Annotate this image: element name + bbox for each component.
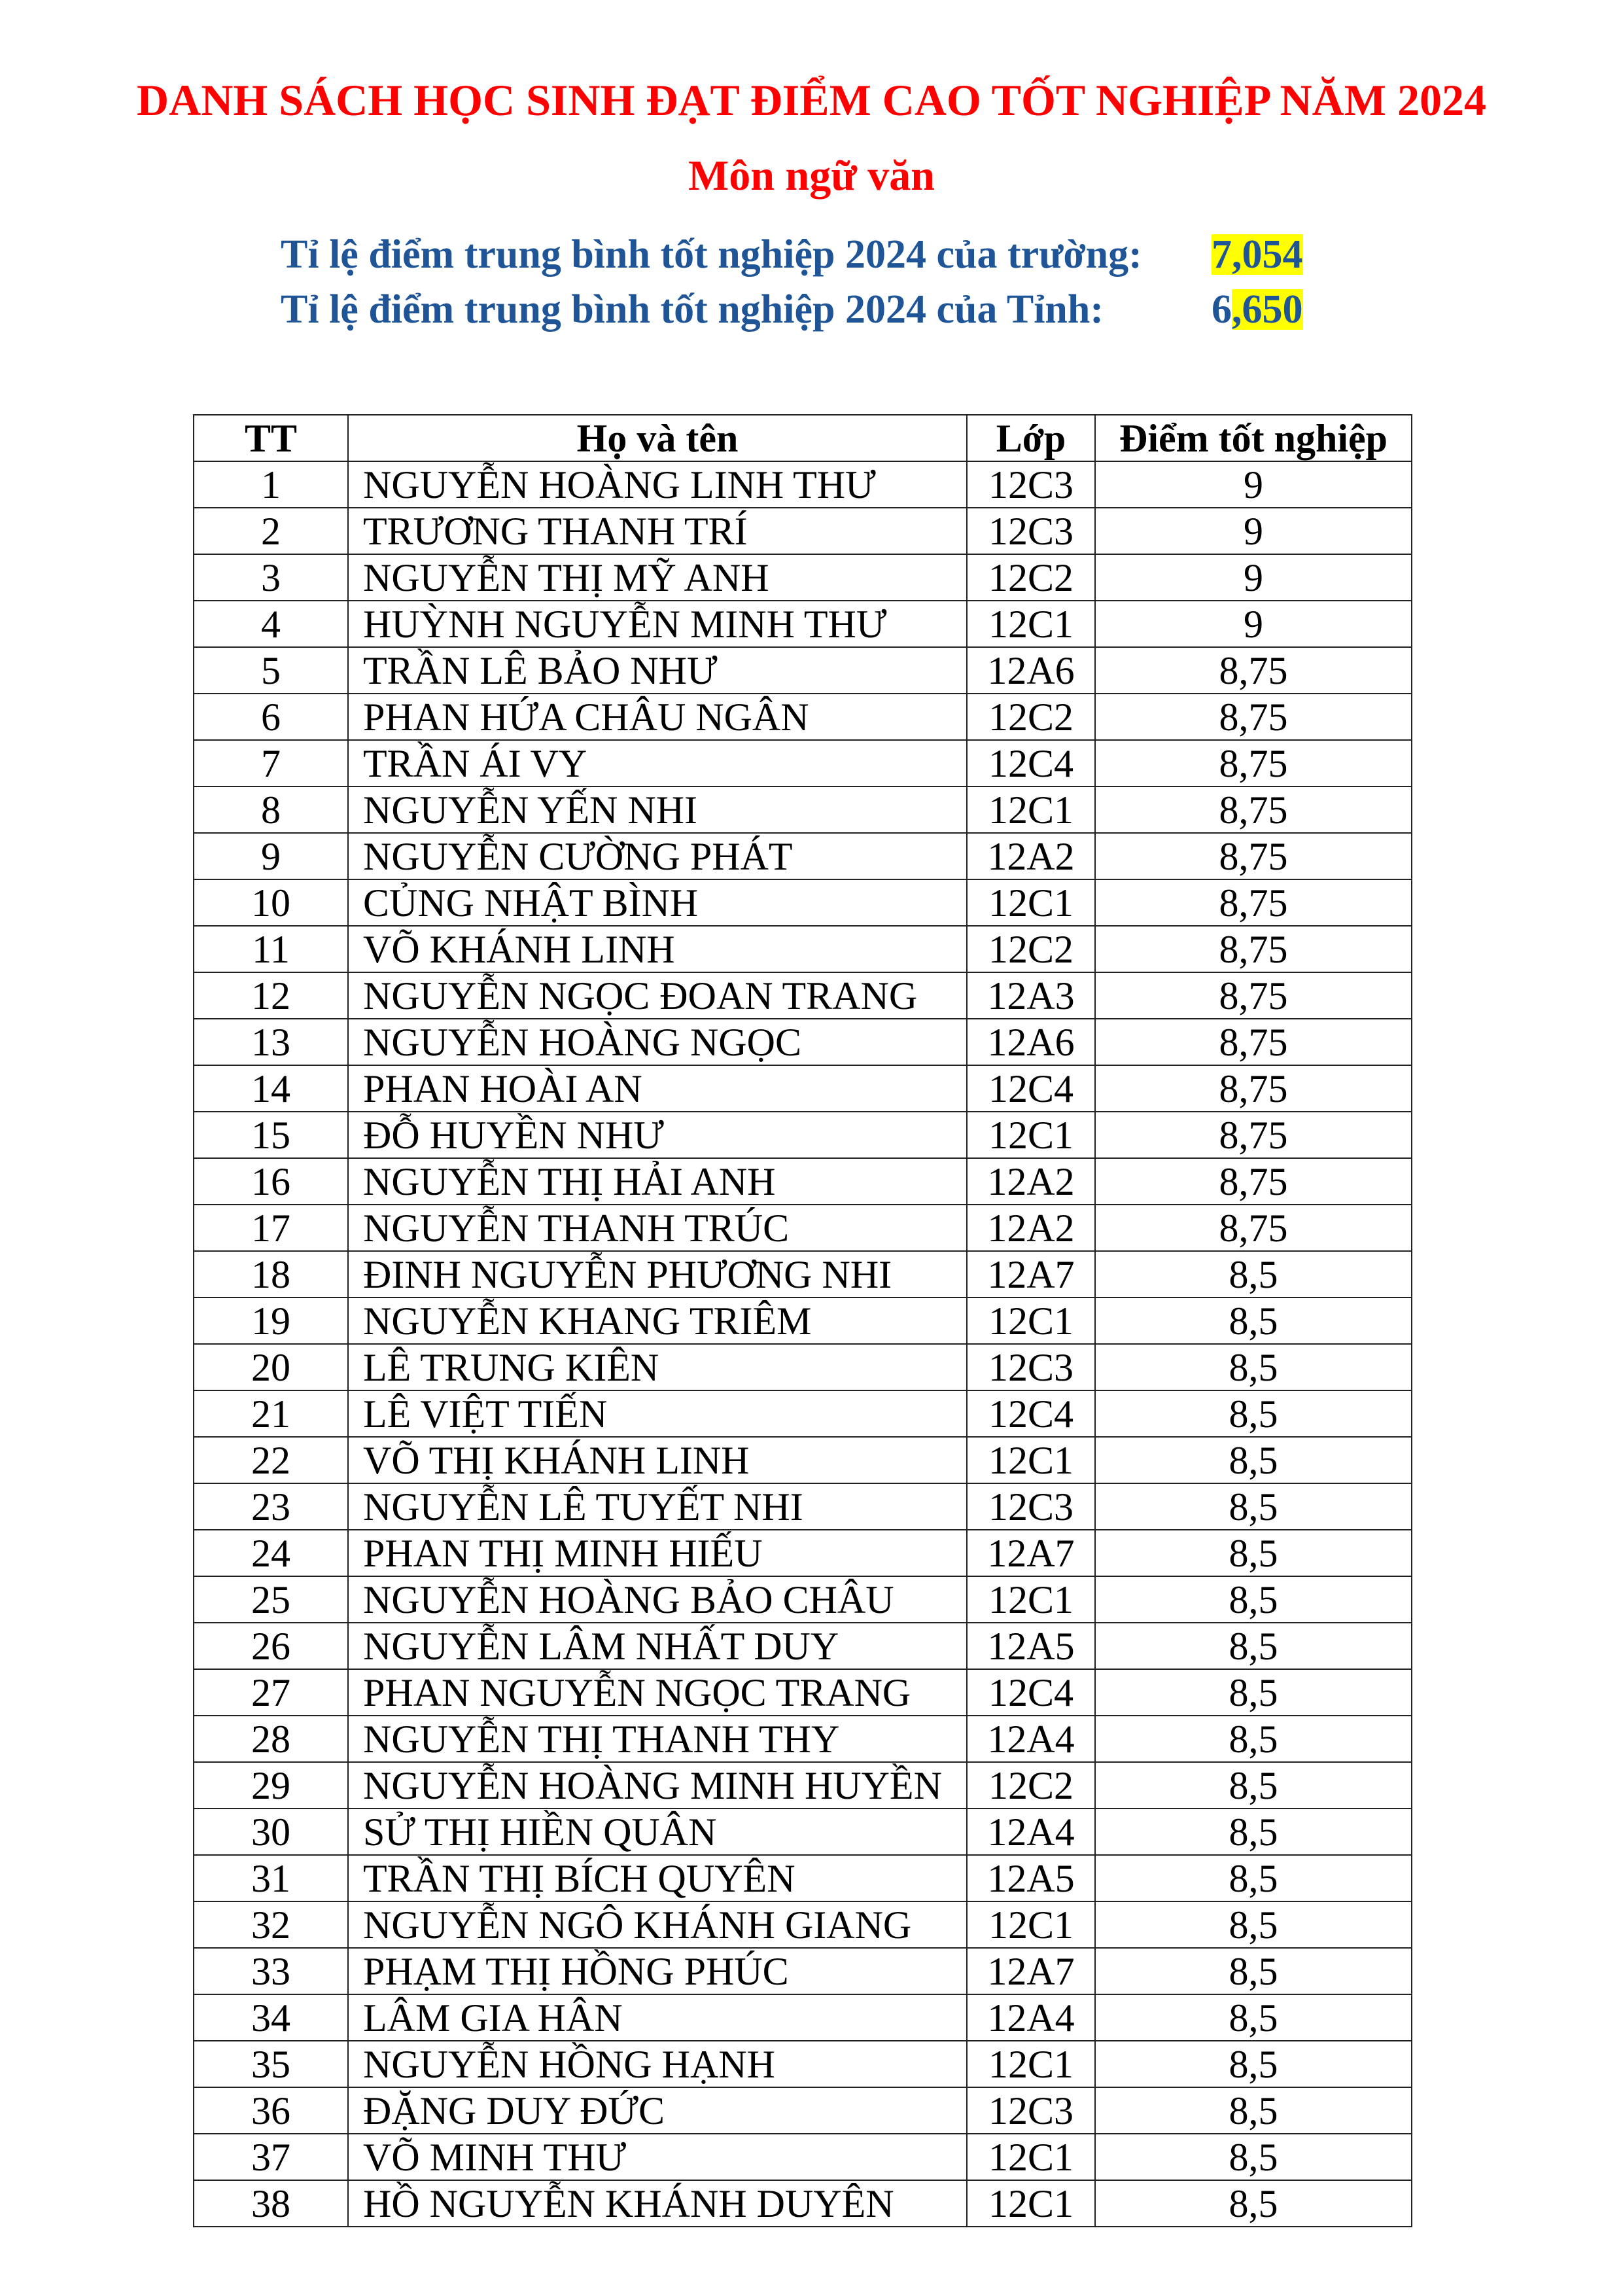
row-tt: 1	[194, 461, 348, 508]
table-row	[194, 1205, 1412, 1251]
row-name: NGUYỄN THANH TRÚC	[348, 1205, 967, 1251]
row-score: 9	[1095, 554, 1412, 601]
row-name: NGUYỄN LÊ TUYẾT NHI	[348, 1483, 967, 1530]
row-score: 8,75	[1095, 1205, 1412, 1251]
table-row	[194, 1994, 1412, 2041]
row-score: 8,5	[1095, 1483, 1412, 1530]
row-tt: 14	[194, 1065, 348, 1112]
subject-subtitle: Môn ngữ văn	[688, 152, 935, 200]
row-class: 12C2	[967, 554, 1095, 601]
row-score: 8,5	[1095, 1669, 1412, 1716]
row-score: 8,5	[1095, 1994, 1412, 2041]
table-row	[194, 1669, 1412, 1716]
row-score: 9	[1095, 508, 1412, 554]
row-class: 12A4	[967, 1716, 1095, 1762]
row-score: 8,5	[1095, 2134, 1412, 2180]
row-tt: 25	[194, 1576, 348, 1623]
row-tt: 16	[194, 1158, 348, 1205]
row-score: 9	[1095, 601, 1412, 647]
row-score: 8,75	[1095, 1019, 1412, 1065]
row-name: NGUYỄN HOÀNG LINH THƯ	[348, 461, 967, 508]
row-score: 8,5	[1095, 1251, 1412, 1298]
row-score: 8,75	[1095, 879, 1412, 926]
row-name: LÊ VIỆT TIẾN	[348, 1390, 967, 1437]
row-class: 12C1	[967, 1298, 1095, 1344]
row-score: 8,75	[1095, 1158, 1412, 1205]
row-name: TRẦN THỊ BÍCH QUYÊN	[348, 1855, 967, 1901]
row-tt: 24	[194, 1530, 348, 1576]
table-row	[194, 1483, 1412, 1530]
table-row	[194, 2134, 1412, 2180]
row-class: 12C1	[967, 786, 1095, 833]
row-score: 8,5	[1095, 2087, 1412, 2134]
province-average-label: Tỉ lệ điểm trung bình tốt nghiệp 2024 của Tỉnh:	[281, 287, 1104, 332]
row-tt: 32	[194, 1901, 348, 1948]
table-row	[194, 1251, 1412, 1298]
table-row	[194, 647, 1412, 694]
row-tt: 31	[194, 1855, 348, 1901]
row-class: 12A2	[967, 1158, 1095, 1205]
row-name: TRẦN LÊ BẢO NHƯ	[348, 647, 967, 694]
table-row	[194, 1158, 1412, 1205]
row-name: VÕ MINH THƯ	[348, 2134, 967, 2180]
row-tt: 35	[194, 2041, 348, 2087]
row-tt: 11	[194, 926, 348, 972]
students-table	[193, 414, 1412, 2227]
row-class: 12A2	[967, 833, 1095, 879]
row-score: 8,5	[1095, 1623, 1412, 1669]
row-class: 12C3	[967, 1483, 1095, 1530]
row-score: 8,75	[1095, 972, 1412, 1019]
row-score: 8,75	[1095, 647, 1412, 694]
row-score: 8,75	[1095, 786, 1412, 833]
row-class: 12C1	[967, 1112, 1095, 1158]
row-score: 8,5	[1095, 1948, 1412, 1994]
row-score: 8,5	[1095, 1298, 1412, 1344]
row-class: 12A5	[967, 1855, 1095, 1901]
row-tt: 19	[194, 1298, 348, 1344]
row-tt: 23	[194, 1483, 348, 1530]
row-class: 12A2	[967, 1205, 1095, 1251]
row-tt: 36	[194, 2087, 348, 2134]
row-score: 8,75	[1095, 926, 1412, 972]
row-name: PHẠM THỊ HỒNG PHÚC	[348, 1948, 967, 1994]
province-average-value: 6,650	[1212, 287, 1303, 332]
table-row	[194, 879, 1412, 926]
table-row	[194, 1948, 1412, 1994]
row-tt: 20	[194, 1344, 348, 1390]
table-row	[194, 1065, 1412, 1112]
row-score: 9	[1095, 461, 1412, 508]
row-name: NGUYỄN HOÀNG NGỌC	[348, 1019, 967, 1065]
row-name: PHAN THỊ MINH HIẾU	[348, 1530, 967, 1576]
header-name: Họ và tên	[348, 415, 967, 461]
school-average-line	[281, 234, 1303, 275]
row-tt: 26	[194, 1623, 348, 1669]
row-class: 12A3	[967, 972, 1095, 1019]
row-score: 8,5	[1095, 1901, 1412, 1948]
row-tt: 2	[194, 508, 348, 554]
row-class: 12C4	[967, 1390, 1095, 1437]
table-row	[194, 1855, 1412, 1901]
row-tt: 12	[194, 972, 348, 1019]
header-tt: TT	[194, 415, 348, 461]
table-row	[194, 926, 1412, 972]
table-row	[194, 2041, 1412, 2087]
row-score: 8,5	[1095, 1809, 1412, 1855]
table-row	[194, 554, 1412, 601]
row-name: NGUYỄN LÂM NHẤT DUY	[348, 1623, 967, 1669]
row-class: 12C1	[967, 2134, 1095, 2180]
school-average-label: Tỉ lệ điểm trung bình tốt nghiệp 2024 của trường:	[281, 232, 1142, 277]
province-average-line	[281, 289, 1303, 330]
row-name: NGUYỄN HOÀNG BẢO CHÂU	[348, 1576, 967, 1623]
row-class: 12C1	[967, 879, 1095, 926]
row-score: 8,5	[1095, 1716, 1412, 1762]
row-tt: 7	[194, 740, 348, 786]
row-class: 12A7	[967, 1251, 1095, 1298]
row-name: CỦNG NHẬT BÌNH	[348, 879, 967, 926]
table-row	[194, 1809, 1412, 1855]
row-name: PHAN HỨA CHÂU NGÂN	[348, 694, 967, 740]
row-class: 12C2	[967, 694, 1095, 740]
row-tt: 3	[194, 554, 348, 601]
row-tt: 21	[194, 1390, 348, 1437]
row-tt: 34	[194, 1994, 348, 2041]
table-row	[194, 1344, 1412, 1390]
row-class: 12C1	[967, 2041, 1095, 2087]
row-tt: 18	[194, 1251, 348, 1298]
row-score: 8,5	[1095, 1344, 1412, 1390]
row-class: 12C2	[967, 926, 1095, 972]
row-tt: 9	[194, 833, 348, 879]
row-class: 12C1	[967, 1437, 1095, 1483]
school-average-value: 7,054	[1212, 232, 1303, 277]
table-row	[194, 2087, 1412, 2134]
row-tt: 5	[194, 647, 348, 694]
table-row	[194, 1576, 1412, 1623]
table-row	[194, 1762, 1412, 1809]
row-tt: 13	[194, 1019, 348, 1065]
row-name: PHAN HOÀI AN	[348, 1065, 967, 1112]
table-row	[194, 786, 1412, 833]
row-name: VÕ THỊ KHÁNH LINH	[348, 1437, 967, 1483]
row-score: 8,75	[1095, 1112, 1412, 1158]
row-tt: 28	[194, 1716, 348, 1762]
table-row	[194, 2180, 1412, 2227]
row-name: NGUYỄN CƯỜNG PHÁT	[348, 833, 967, 879]
row-tt: 22	[194, 1437, 348, 1483]
table-row	[194, 1623, 1412, 1669]
row-class: 12C3	[967, 461, 1095, 508]
table-row	[194, 508, 1412, 554]
row-name: NGUYỄN THỊ THANH THY	[348, 1716, 967, 1762]
row-tt: 27	[194, 1669, 348, 1716]
row-tt: 30	[194, 1809, 348, 1855]
row-class: 12C3	[967, 508, 1095, 554]
row-name: HUỲNH NGUYỄN MINH THƯ	[348, 601, 967, 647]
row-name: TRƯƠNG THANH TRÍ	[348, 508, 967, 554]
row-name: TRẦN ÁI VY	[348, 740, 967, 786]
row-score: 8,5	[1095, 1437, 1412, 1483]
row-score: 8,5	[1095, 1390, 1412, 1437]
row-score: 8,5	[1095, 2180, 1412, 2227]
row-class: 12C4	[967, 1669, 1095, 1716]
row-name: PHAN NGUYỄN NGỌC TRANG	[348, 1669, 967, 1716]
row-score: 8,75	[1095, 694, 1412, 740]
row-score: 8,5	[1095, 1762, 1412, 1809]
row-tt: 17	[194, 1205, 348, 1251]
table-body	[194, 461, 1412, 2227]
row-name: NGUYỄN HOÀNG MINH HUYỀN	[348, 1762, 967, 1809]
row-class: 12C4	[967, 740, 1095, 786]
row-tt: 6	[194, 694, 348, 740]
row-name: ĐẶNG DUY ĐỨC	[348, 2087, 967, 2134]
row-name: NGUYỄN KHANG TRIÊM	[348, 1298, 967, 1344]
row-name: NGUYỄN THỊ MỸ ANH	[348, 554, 967, 601]
row-class: 12A4	[967, 1809, 1095, 1855]
header-class: Lớp	[967, 415, 1095, 461]
row-name: NGUYỄN THỊ HẢI ANH	[348, 1158, 967, 1205]
row-tt: 8	[194, 786, 348, 833]
row-score: 8,75	[1095, 740, 1412, 786]
row-class: 12C4	[967, 1065, 1095, 1112]
row-name: LÂM GIA HÂN	[348, 1994, 967, 2041]
header-score: Điểm tốt nghiệp	[1095, 415, 1412, 461]
row-name: NGUYỄN HỒNG HẠNH	[348, 2041, 967, 2087]
row-tt: 37	[194, 2134, 348, 2180]
row-class: 12A5	[967, 1623, 1095, 1669]
row-class: 12C1	[967, 1901, 1095, 1948]
document-title: DANH SÁCH HỌC SINH ĐẠT ĐIỂM CAO TỐT NGHIỆP NĂM 2024	[137, 75, 1486, 125]
row-score: 8,75	[1095, 1065, 1412, 1112]
table-row	[194, 1112, 1412, 1158]
row-score: 8,5	[1095, 2041, 1412, 2087]
table-row	[194, 1298, 1412, 1344]
row-name: VÕ KHÁNH LINH	[348, 926, 967, 972]
row-tt: 4	[194, 601, 348, 647]
table-row	[194, 740, 1412, 786]
row-tt: 10	[194, 879, 348, 926]
table-row	[194, 1530, 1412, 1576]
table-row	[194, 972, 1412, 1019]
row-name: NGUYỄN NGÔ KHÁNH GIANG	[348, 1901, 967, 1948]
table-row	[194, 1901, 1412, 1948]
row-name: ĐỖ HUYỀN NHƯ	[348, 1112, 967, 1158]
row-class: 12C3	[967, 2087, 1095, 2134]
row-class: 12A6	[967, 647, 1095, 694]
row-tt: 29	[194, 1762, 348, 1809]
row-name: ĐINH NGUYỄN PHƯƠNG NHI	[348, 1251, 967, 1298]
row-name: SỬ THỊ HIỀN QUÂN	[348, 1809, 967, 1855]
table-row	[194, 1019, 1412, 1065]
row-class: 12C2	[967, 1762, 1095, 1809]
row-name: NGUYỄN NGỌC ĐOAN TRANG	[348, 972, 967, 1019]
row-class: 12A6	[967, 1019, 1095, 1065]
row-score: 8,75	[1095, 833, 1412, 879]
table-row	[194, 1437, 1412, 1483]
row-tt: 33	[194, 1948, 348, 1994]
row-class: 12C1	[967, 2180, 1095, 2227]
table-header-row	[194, 415, 1412, 461]
table-row	[194, 601, 1412, 647]
row-score: 8,5	[1095, 1530, 1412, 1576]
table-row	[194, 694, 1412, 740]
row-class: 12A7	[967, 1948, 1095, 1994]
table-row	[194, 833, 1412, 879]
table-row	[194, 461, 1412, 508]
row-class: 12C1	[967, 601, 1095, 647]
row-class: 12A7	[967, 1530, 1095, 1576]
row-tt: 38	[194, 2180, 348, 2227]
row-tt: 15	[194, 1112, 348, 1158]
row-name: HỒ NGUYỄN KHÁNH DUYÊN	[348, 2180, 967, 2227]
row-name: NGUYỄN YẾN NHI	[348, 786, 967, 833]
row-score: 8,5	[1095, 1855, 1412, 1901]
row-class: 12A4	[967, 1994, 1095, 2041]
table-row	[194, 1390, 1412, 1437]
row-score: 8,5	[1095, 1576, 1412, 1623]
row-name: LÊ TRUNG KIÊN	[348, 1344, 967, 1390]
table-row	[194, 1716, 1412, 1762]
row-class: 12C3	[967, 1344, 1095, 1390]
row-class: 12C1	[967, 1576, 1095, 1623]
